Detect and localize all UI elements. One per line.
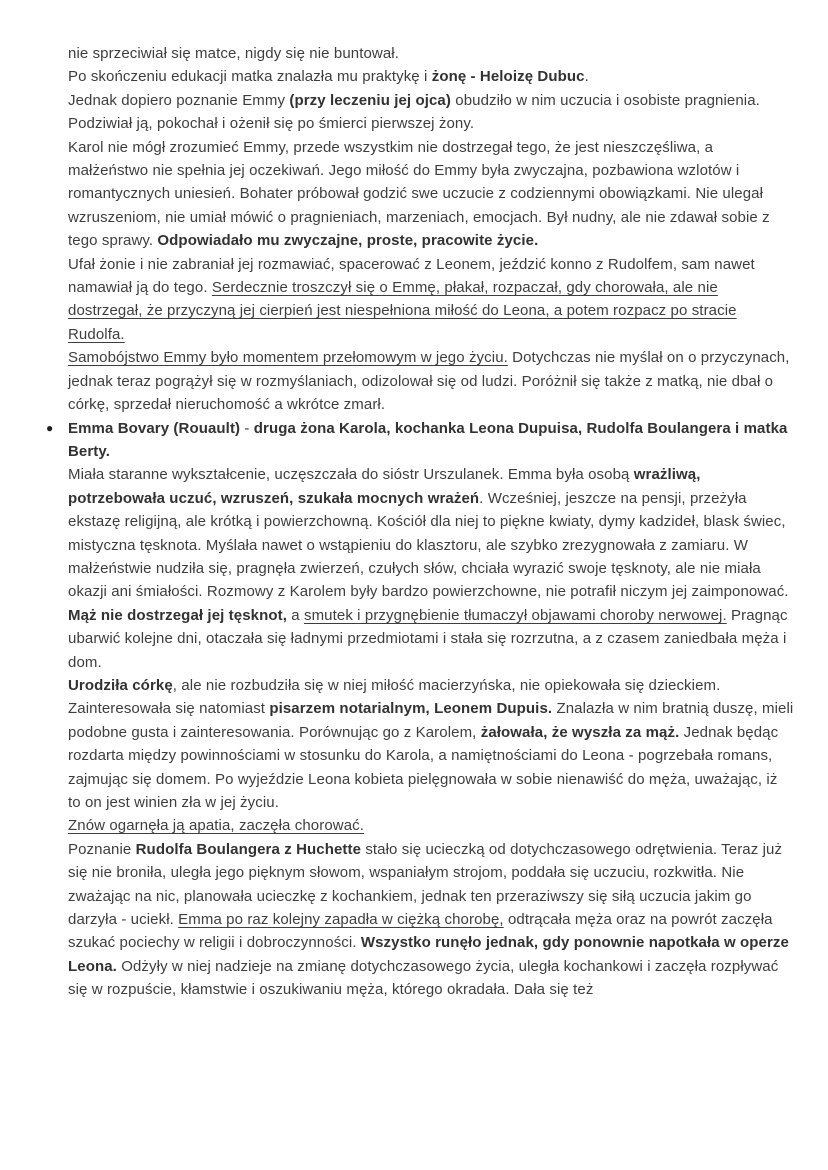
text-run: druga żona Karola, kochanka Leona Dupuisa, Rudolfa Boulangera i matka Berty. xyxy=(68,419,788,460)
paragraph xyxy=(68,463,794,674)
text-run: Odżyły w niej nadzieje na zmianę dotychczasowego życia, uległa kochankowi i zaczęła rozpływać się w rozpuście, kłamstwie i oszukiwaniu męża, którego okradała. Dała się też xyxy=(68,957,779,999)
text-run: Serdecznie troszczył się o Emmę, płakał, rozpaczał, gdy chorowała, ale nie dostrzegał, że przyczyną jej cierpień jest niespełniona miłość do Leona, a potem rozpacz po stracie Rudolfa. xyxy=(68,279,737,343)
text-run: Ufał żonie i nie zabraniał jej rozmawiać, spacerować z Leonem, jeździć konno z Rudolfem, sam nawet namawiał ją do tego. xyxy=(68,255,755,297)
paragraph xyxy=(68,838,794,1002)
text-run: nie sprzeciwiał się matce, nigdy się nie buntował. xyxy=(68,45,399,62)
text-run: a xyxy=(286,606,304,624)
text-run: . xyxy=(584,68,589,86)
paragraph xyxy=(68,42,794,65)
text-run: , ale nie rozbudziła się w niej miłość macierzyńska, nie opiekowała się dzieckiem. Zainteresowała się natomiast xyxy=(68,676,721,718)
text-run: Urodziła córkę xyxy=(68,676,173,694)
text-run: Miała staranne wykształcenie, uczęszczała do sióstr Urszulanek. Emma była osobą xyxy=(68,466,634,484)
text-run: odtrącała męża oraz na powrót zaczęła szukać pociechy w religii i dobroczynności. xyxy=(68,911,773,952)
text-run: Emma po raz kolejny zapadła w ciężką chorobę, xyxy=(178,911,504,929)
bullet-list-item xyxy=(46,417,794,464)
text-run: smutek i przygnębienie tłumaczył objawami choroby nerwowej. xyxy=(303,606,727,624)
document-content xyxy=(46,42,794,1002)
paragraph xyxy=(68,136,794,253)
paragraph xyxy=(68,253,794,347)
text-run: Poznanie xyxy=(68,840,136,858)
text-run: Wszystko runęło jednak, gdy ponownie napotkała w operze Leona. xyxy=(68,934,789,975)
text-run: . Wcześniej, jeszcze na pensji, przeżyła ekstazę religijną, ale krótką i powierzchowną. Kościół dla niej to piękne kwiaty, dymy kadzideł, blask świec, mistyczna tęsknota. Myślała nawet o wstąpieniu do klasztoru, ale szybko zrezygnowała z zamiaru. W małżeństwie nudziła się, pragnęła zwierzeń, czułych słów, chciała wyrazić swoje tęsknoty, ale nie miała okazji ani śmiałości. Rozmowy z Karolem były bardzo powierzchowne, nie potrafił niczym jej zaimponować. xyxy=(68,489,789,601)
text-run: Znów ogarnęła ją apatia, zaczęła chorować. xyxy=(68,817,365,835)
paragraph xyxy=(68,674,794,814)
text-run: - xyxy=(240,419,254,437)
text-run: żałowała, że wyszła za mąż. xyxy=(480,723,680,741)
text-run: Dotychczas nie myślał on o przyczynach, jednak teraz pogrążył się w rozmyślaniach, odizolował się od ludzi. Poróżnił się także z matką, nie dbał o córkę, sprzedał nieruchomość a wkrótce zmarł. xyxy=(68,349,790,414)
text-run: Samobójstwo Emmy było momentem przełomowym w jego życiu. xyxy=(68,349,508,367)
text-run: żonę - Heloizę Dubuc xyxy=(431,68,585,86)
text-run: Rudolfa Boulangera z Huchette xyxy=(135,840,362,858)
text-run: Emma Bovary (Rouault) xyxy=(68,419,241,437)
paragraph xyxy=(68,89,794,136)
text-run: Jednak będąc rozdarta między powinnościami w stosunku do Karola, a namiętnościami do Leona - pogrzebała romans, zajmując się domem. Po wyjeździe Leona kobieta pielęgnowała w sobie nienawiść do męża, uważając, iż to on jest winien zła w jej życiu. xyxy=(68,723,779,811)
text-run: Znalazła w nim bratnią duszę, mieli podobne gusta i zainteresowania. Porównując go z Karolem, xyxy=(68,700,794,741)
text-run: Jednak dopiero poznanie Emmy xyxy=(68,91,290,109)
text-run: Po skończeniu edukacji matka znalazła mu praktykę i xyxy=(68,68,432,86)
text-run: stało się ucieczką od dotychczasowego odrętwienia. Teraz już się nie broniła, uległa jego pięknym słowom, wspaniałym strojom, poddała się uczuciu, rozkwitła. Nie zważając na nic, planowała ucieczkę z kochankiem, jednak ten przeraziwszy się siłą uczucia jakim go darzyła - uciekł. xyxy=(68,840,783,929)
text-run: pisarzem notarialnym, Leonem Dupuis. xyxy=(269,700,553,718)
text-run: Mąż nie dostrzegał jej tęsknot, xyxy=(68,606,287,624)
paragraph xyxy=(68,814,794,837)
paragraph xyxy=(68,65,794,88)
text-run: obudziło w nim uczucia i osobiste pragnienia. Podziwiał ją, pokochał i ożenił się po śmierci pierwszej żony. xyxy=(68,91,760,133)
text-run: Odpowiadało mu zwyczajne, proste, pracowite życie. xyxy=(157,232,539,250)
paragraph xyxy=(68,346,794,416)
text-run: Pragnąc ubarwić kolejne dni, otaczała się ładnymi przedmiotami i stała się rozrzutna, a z czasem zaniedbała męża i dom. xyxy=(68,606,788,671)
text-run: (przy leczeniu jej ojca) xyxy=(289,91,451,109)
text-run: wrażliwą, potrzebowała uczuć, wzruszeń, szukała mocnych wrażeń xyxy=(68,466,701,507)
text-run: Karol nie mógł zrozumieć Emmy, przede wszystkim nie dostrzegał tego, że jest nieszczęśliwa, a małżeństwo nie spełnia jej oczekiwań. Jego miłość do Emmy była zwyczajna, pozbawiona wzlotów i romantycznych uniesień. Bohater próbował godzić swe uczucie z codziennymi obowiązkami. Nie ulegał wzruszeniom, nie umiał mówić o pragnieniach, marzeniach, emocjach. Był nudny, ale nie zdawał sobie z tego sprawy. xyxy=(68,138,770,250)
bullet-marker-icon: ● xyxy=(46,420,54,435)
